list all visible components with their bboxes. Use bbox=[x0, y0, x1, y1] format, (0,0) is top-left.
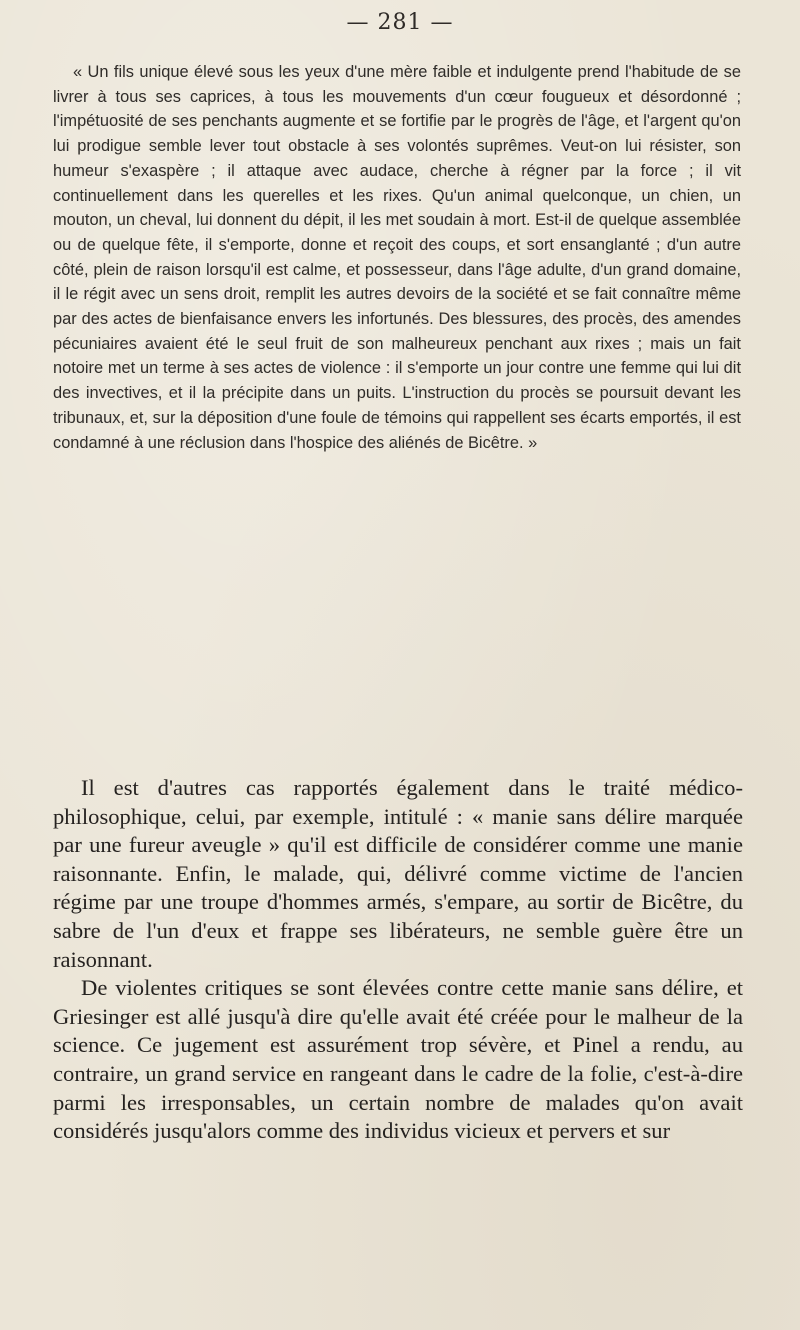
quoted-case-block bbox=[53, 60, 741, 455]
body-paragraph-2: De violentes critiques se sont élevées contre cette manie sans délire, et Griesinger est allé jusqu'à dire qu'elle avait été créée pour le malheur de la science. Ce jugement est assurément trop sévère, et Pinel a rendu, au contraire, un grand service en rangeant dans le cadre de la folie, c'est-à-dire parmi les irresponsables, un certain nombre de malades qu'on avait considérés jusqu'alors comme des individus vicieux et pervers et sur bbox=[53, 975, 743, 1144]
page-number: — 281 — bbox=[346, 10, 454, 35]
quoted-case-paragraph: « Un fils unique élevé sous les yeux d'une mère faible et indulgente prend l'habitude de se livrer à tous ses caprices, à tous les mouvements d'un cœur fougueux et désordonné ; l'impétuosité de ses penchants augmente et se fortifie par le progrès de l'âge, et l'argent qu'on lui prodigue semble lever tout obstacle à ses volontés suprêmes. Veut-on lui résister, son humeur s'exaspère ; il attaque avec audace, cherche à régner par la force ; il vit continuellement dans les querelles et les rixes. Qu'un animal quelconque, un chien, un mouton, un cheval, lui donnent du dépit, il les met soudain à mort. Est-il de quelque assemblée ou de quelque fête, il s'emporte, donne et reçoit des coups, et sort ensanglanté ; d'un autre côté, plein de raison lorsqu'il est calme, et possesseur, dans l'âge adulte, d'un grand domaine, il le régit avec un sens droit, remplit les autres devoirs de la société et se fait connaître même par des actes de bienfaisance envers les infortunés. Des blessures, des procès, des amendes pécuniaires avaient été le seul fruit de son malheureux penchant aux rixes ; mais un fait notoire met un terme à ses actes de violence : il s'emporte un jour contre une femme qui lui dit des invectives, et il la précipite dans un puits. L'instruction du procès se poursuit devant les tribunaux, et, sur la déposition d'une foule de témoins qui rappellent ses écarts emportés, il est condamné à une réclusion dans l'hospice des aliénés de Bicêtre. » bbox=[53, 63, 741, 452]
main-text-block bbox=[53, 774, 743, 1146]
body-paragraph-1: Il est d'autres cas rapportés également dans le traité médico-philosophique, celui, par exemple, intitulé : « manie sans délire marquée par une fureur aveugle » qu'il est difficile de considérer comme une manie raisonnante. Enfin, le malade, qui, délivré comme victime de l'ancien régime par une troupe d'hommes armés, s'empare, au sortir de Bicêtre, du sabre de l'un d'eux et frappe ses libérateurs, ne semble guère être un raisonnant. bbox=[53, 775, 743, 972]
